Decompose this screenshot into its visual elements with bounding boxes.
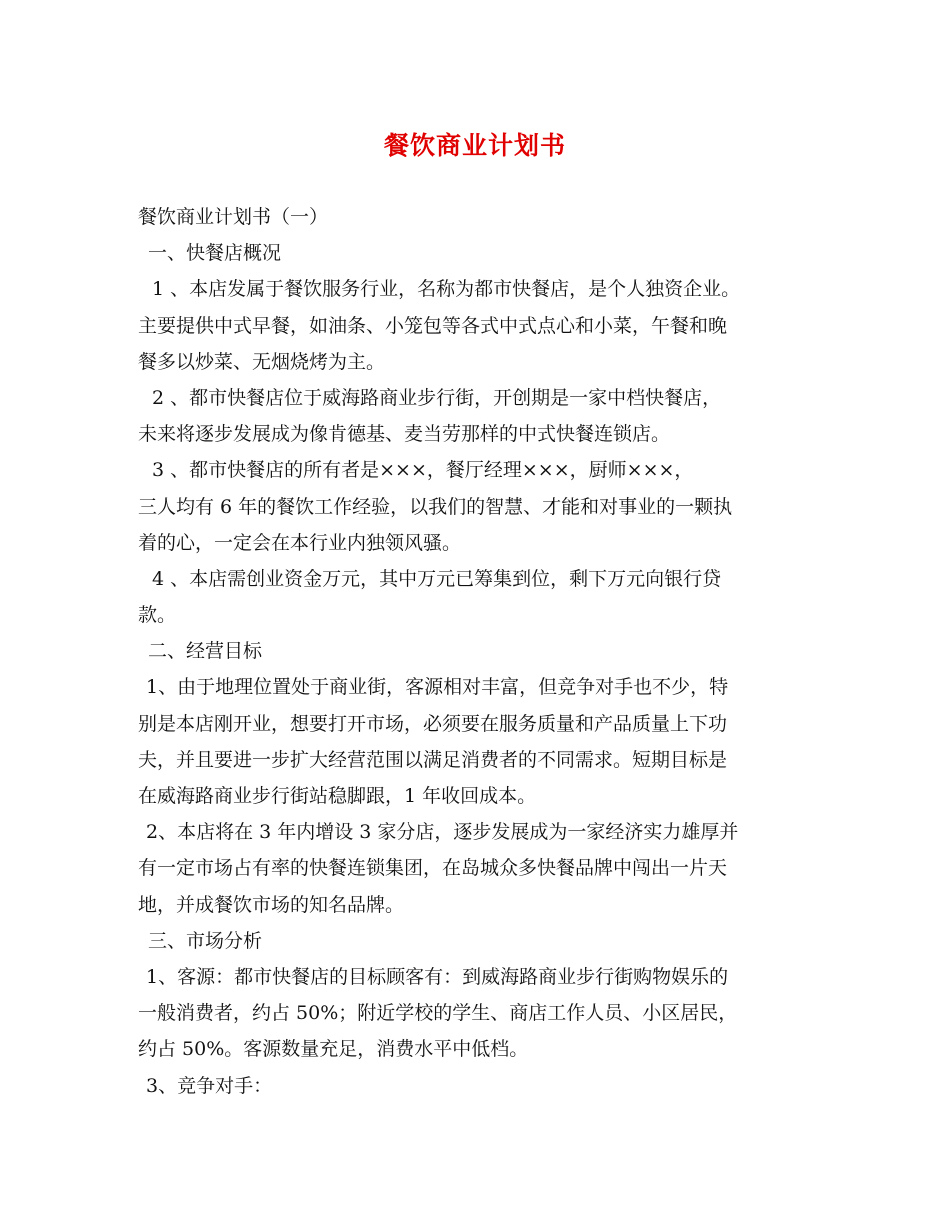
paragraph-line: 款。 [138, 604, 177, 627]
paragraph-line: 三人均有 6 年的餐饮工作经验，以我们的智慧、才能和对事业的一颗执 [138, 495, 733, 518]
paragraph-line: 一般消费者，约占 50%；附近学校的学生、商店工作人员、小区居民， [138, 1002, 738, 1025]
paragraph-line: 1、由于地理位置处于商业街，客源相对丰富，但竞争对手也不少，特 [146, 676, 729, 699]
section-heading: 一、快餐店概况 [148, 242, 282, 265]
paragraph-line: 1、客源：都市快餐店的目标顾客有：到威海路商业步行街购物娱乐的 [146, 965, 729, 988]
paragraph-line: 3 、都市快餐店的所有者是×××，餐厅经理×××，厨师×××， [152, 459, 694, 482]
paragraph-line: 未来将逐步发展成为像肯德基、麦当劳那样的中式快餐连锁店。 [138, 423, 671, 446]
paragraph-line: 2 、都市快餐店位于威海路商业步行街，开创期是一家中档快餐店， [152, 386, 722, 409]
paragraph-line: 2、本店将在 3 年内增设 3 家分店，逐步发展成为一家经济实力雄厚并 [146, 821, 739, 844]
paragraph-line: 别是本店刚开业，想要打开市场，必须要在服务质量和产品质量上下功 [138, 712, 728, 735]
subtitle-line: 餐饮商业计划书（一） [138, 206, 329, 228]
paragraph-line: 地，并成餐饮市场的知名品牌。 [138, 893, 405, 916]
paragraph-line: 有一定市场占有率的快餐连锁集团，在岛城众多快餐品牌中闯出一片天 [138, 857, 728, 880]
paragraph-line: 约占 50%。客源数量充足，消费水平中低档。 [138, 1038, 529, 1061]
section-heading: 三、市场分析 [148, 929, 263, 952]
paragraph-line: 着的心，一定会在本行业内独领风骚。 [138, 531, 462, 554]
paragraph-line: 主要提供中式早餐，如油条、小笼包等各式中式点心和小菜，午餐和晚 [138, 314, 728, 337]
paragraph-line: 夫，并且要进一步扩大经营范围以满足消费者的不同需求。短期目标是 [138, 748, 728, 771]
paragraph-line: 4 、本店需创业资金万元，其中万元已筹集到位，剩下万元向银行贷 [152, 567, 722, 590]
paragraph-line: 餐多以炒菜、无烟烧烤为主。 [138, 350, 386, 373]
section-heading: 二、经营目标 [148, 640, 263, 663]
document-body [138, 199, 828, 1104]
paragraph-line: 3、竞争对手： [146, 1074, 273, 1097]
paragraph-line: 1 、本店发属于餐饮服务行业，名称为都市快餐店，是个人独资企业。 [152, 278, 741, 301]
paragraph-line: 在威海路商业步行街站稳脚跟，1 年收回成本。 [138, 785, 537, 807]
document-title: 餐饮商业计划书 [383, 131, 566, 160]
